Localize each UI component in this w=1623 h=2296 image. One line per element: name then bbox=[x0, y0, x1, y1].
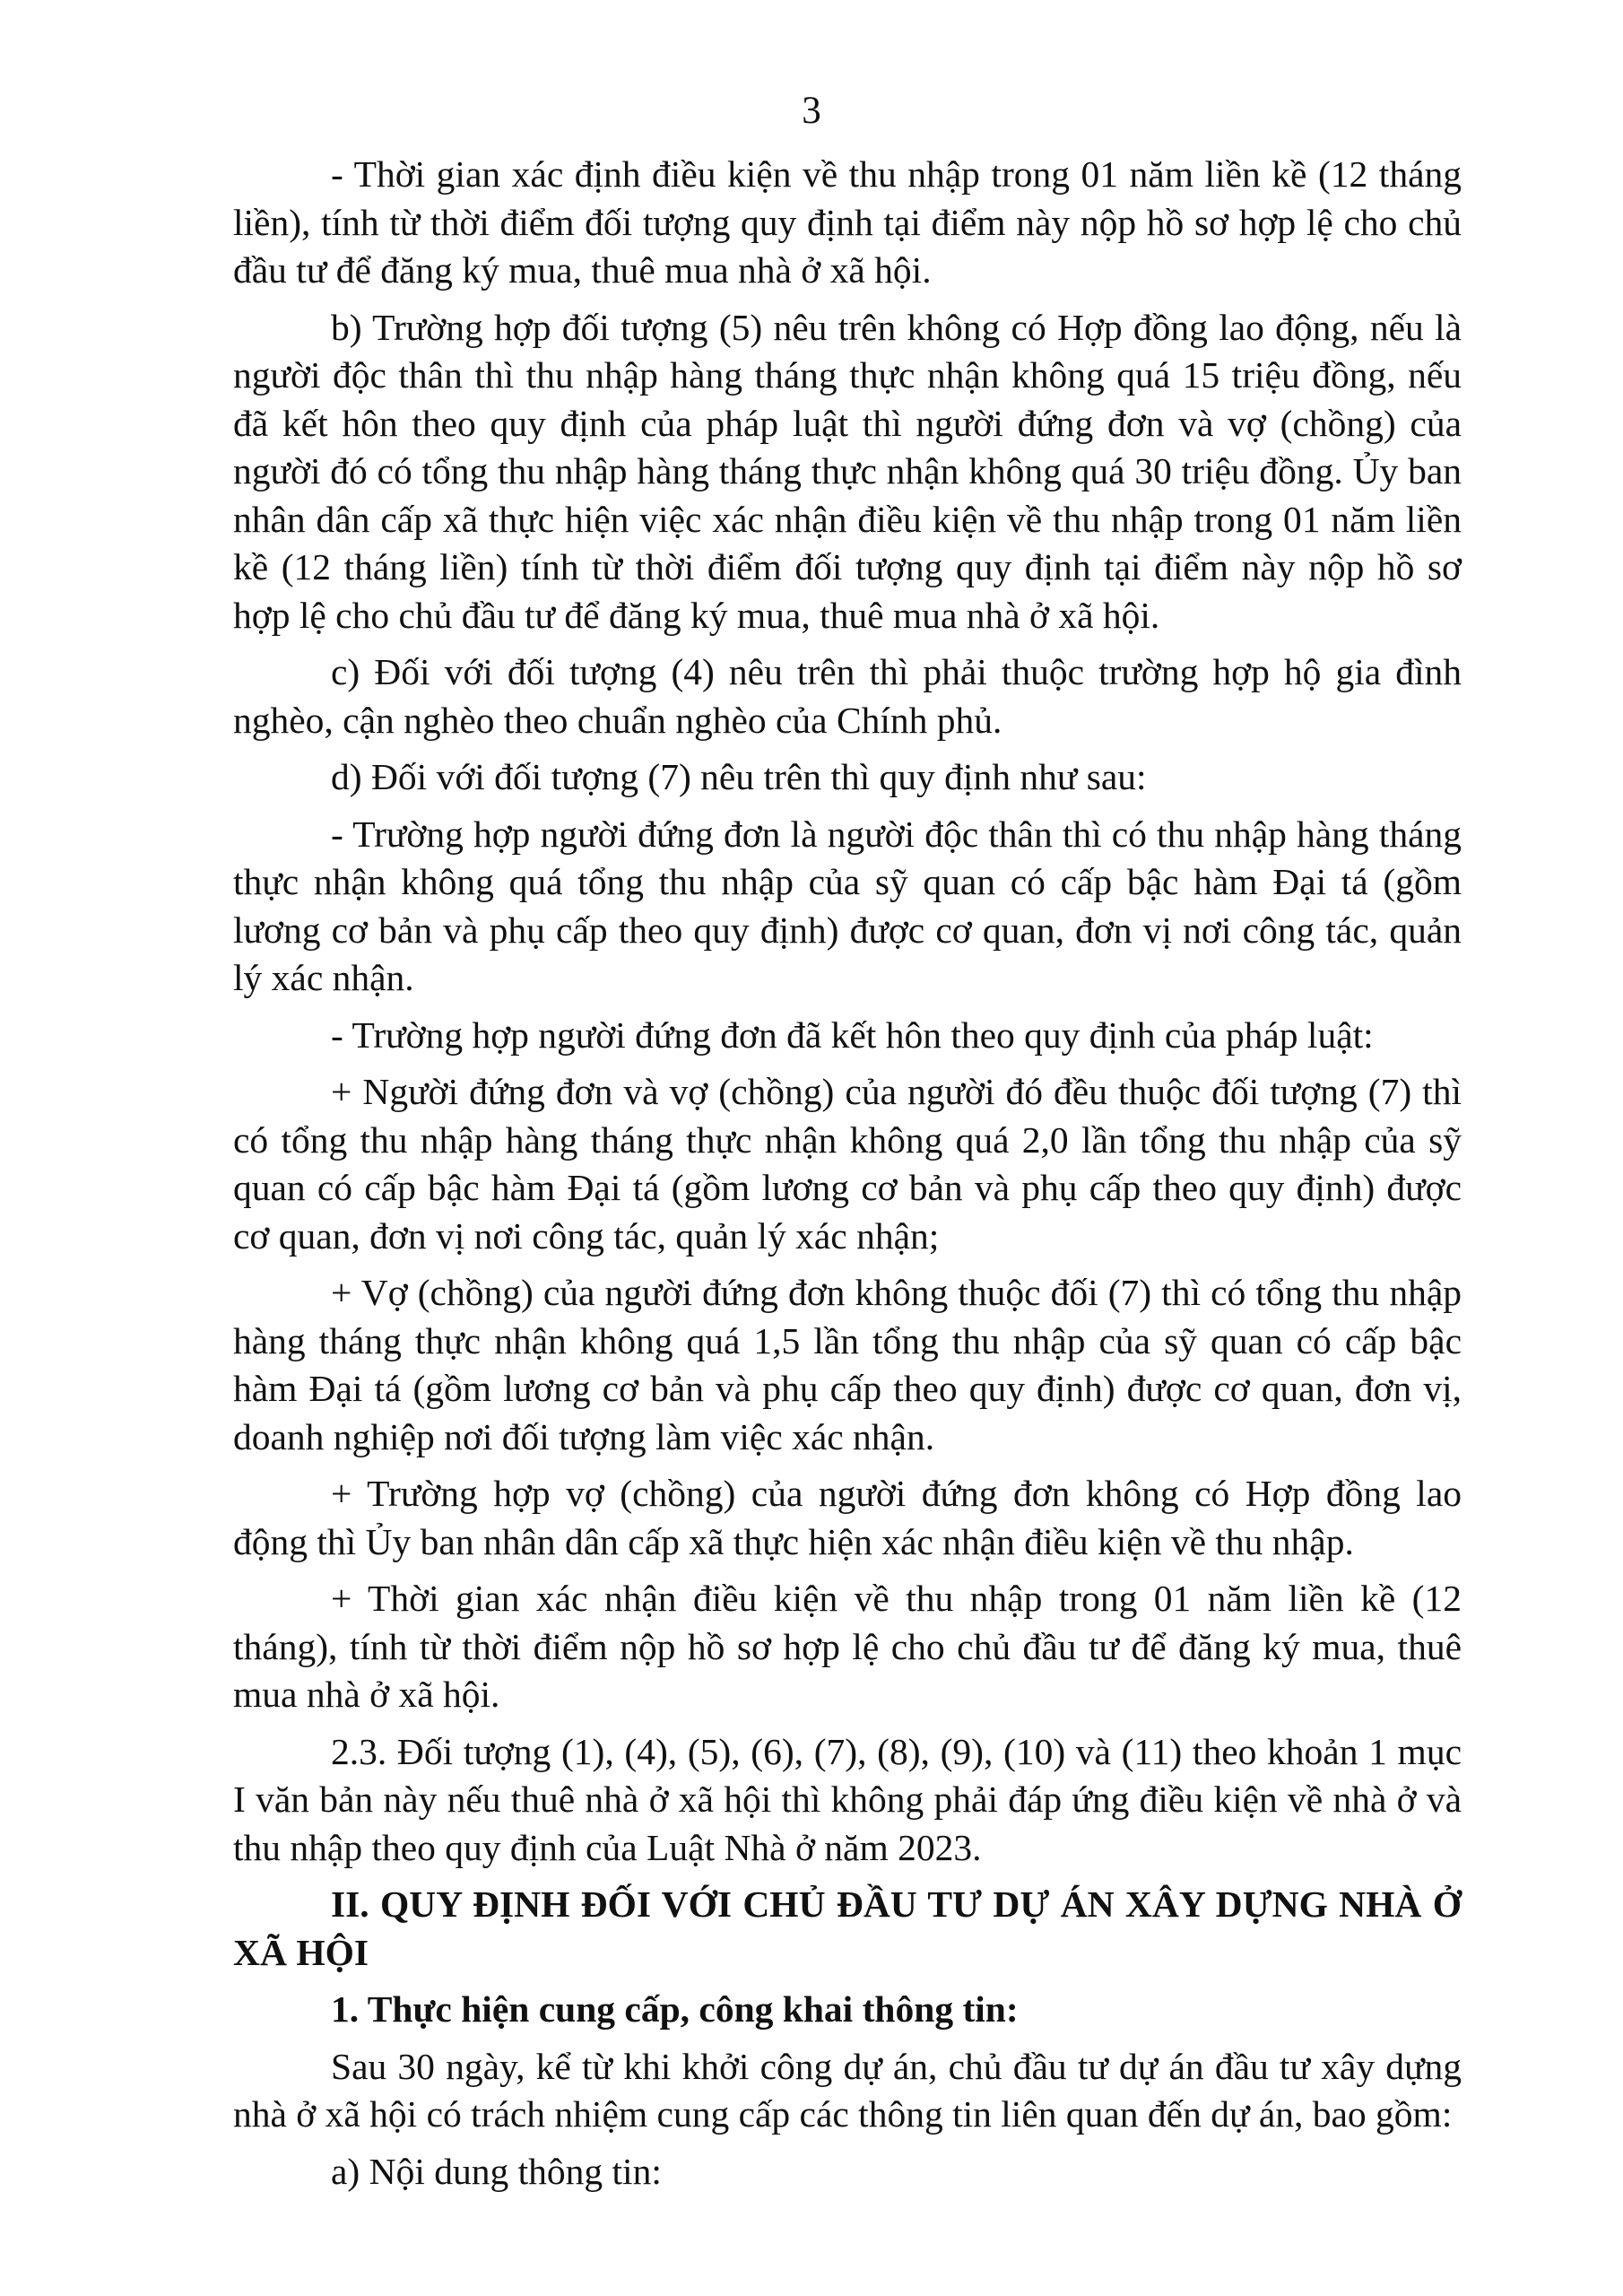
paragraph-a-information-content: a) Nội dung thông tin: bbox=[331, 2150, 662, 2192]
section-heading: II. QUY ĐỊNH ĐỐI VỚI CHỦ ĐẦU TƯ DỰ ÁN XÂY DỰNG NHÀ Ở XÃ HỘI bbox=[233, 1883, 1462, 1973]
paragraph-both-subject-7: + Người đứng đơn và vợ (chồng) của người đó đều thuộc đối tượng (7) thì có tổng thu nhập hàng tháng thực nhận không quá 2,0 lần tổng thu nhập của sỹ quan có cấp bậc hàm Đại tá (gồm lương cơ bản và phụ cấp theo quy định) được cơ quan, đơn vị nơi công tác, quản lý xác nhận; bbox=[233, 1071, 1462, 1257]
paragraph-2-3-renters: 2.3. Đối tượng (1), (4), (5), (6), (7), (8), (9), (10) và (11) theo khoản 1 mục I văn bản này nếu thuê nhà ở xã hội thì không phải đáp ứng điều kiện về nhà ở và thu nhập theo quy định của Luật Nhà ở năm 2023. bbox=[233, 1730, 1462, 1868]
paragraph-b-no-contract: b) Trường hợp đối tượng (5) nêu trên không có Hợp đồng lao động, nếu là người độc thân thì thu nhập hàng tháng thực nhận không quá 15 triệu đồng, nếu đã kết hôn theo quy định của pháp luật thì người đứng đơn và vợ (chồng) của người đó có tổng thu nhập hàng tháng thực nhận không quá 30 triệu đồng. Ủy ban nhân dân cấp xã thực hiện việc xác nhận điều kiện về thu nhập trong 01 năm liền kề (12 tháng liền) tính từ thời điểm đối tượng quy định tại điểm này nộp hồ sơ hợp lệ cho chủ đầu tư để đăng ký mua, thuê mua nhà ở xã hội. bbox=[233, 306, 1462, 636]
paragraph-single-applicant: - Trường hợp người đứng đơn là người độc thân thì có thu nhập hàng tháng thực nhận không quá tổng thu nhập của sỹ quan có cấp bậc hàm Đại tá (gồm lương cơ bản và phụ cấp theo quy định) được cơ quan, đơn vị nơi công tác, quản lý xác nhận. bbox=[233, 813, 1462, 998]
paragraph-c-poor-households: c) Đối với đối tượng (4) nêu trên thì phải thuộc trường hợp hộ gia đình nghèo, cận nghèo theo chuẩn nghèo của Chính phủ. bbox=[233, 651, 1462, 741]
paragraph-confirmation-period: + Thời gian xác nhận điều kiện về thu nhập trong 01 năm liền kề (12 tháng), tính từ thời điểm nộp hồ sơ hợp lệ cho chủ đầu tư để đăng ký mua, thuê mua nhà ở xã hội. bbox=[233, 1578, 1462, 1715]
subsection-heading: 1. Thực hiện cung cấp, công khai thông tin: bbox=[331, 1988, 1019, 2030]
document-body bbox=[233, 151, 1462, 2205]
paragraph-income-period: - Thời gian xác định điều kiện về thu nhập trong 01 năm liền kề (12 tháng liền), tính từ thời điểm đối tượng quy định tại điểm này nộp hồ sơ hợp lệ cho chủ đầu tư để đăng ký mua, thuê mua nhà ở xã hội. bbox=[233, 153, 1462, 291]
paragraph-spouse-not-subject-7: + Vợ (chồng) của người đứng đơn không thuộc đối (7) thì có tổng thu nhập hàng tháng thực nhận không quá 1,5 lần tổng thu nhập của sỹ quan có cấp bậc hàm Đại tá (gồm lương cơ bản và phụ cấp theo quy định) được cơ quan, đơn vị, doanh nghiệp nơi đối tượng làm việc xác nhận. bbox=[233, 1272, 1462, 1457]
paragraph-d-subject-7: d) Đối với đối tượng (7) nêu trên thì quy định như sau: bbox=[331, 756, 1147, 797]
paragraph-married-applicant: - Trường hợp người đứng đơn đã kết hôn theo quy định của pháp luật: bbox=[331, 1013, 1374, 1056]
paragraph-investor-obligation: Sau 30 ngày, kể từ khi khởi công dự án, chủ đầu tư dự án đầu tư xây dựng nhà ở xã hội có trách nhiệm cung cấp các thông tin liên quan đến dự án, bao gồm: bbox=[233, 2045, 1462, 2135]
paragraph-spouse-no-contract: + Trường hợp vợ (chồng) của người đứng đơn không có Hợp đồng lao động thì Ủy ban nhân dân cấp xã thực hiện xác nhận điều kiện về thu nhập. bbox=[233, 1473, 1462, 1562]
page-number: 3 bbox=[802, 90, 821, 132]
